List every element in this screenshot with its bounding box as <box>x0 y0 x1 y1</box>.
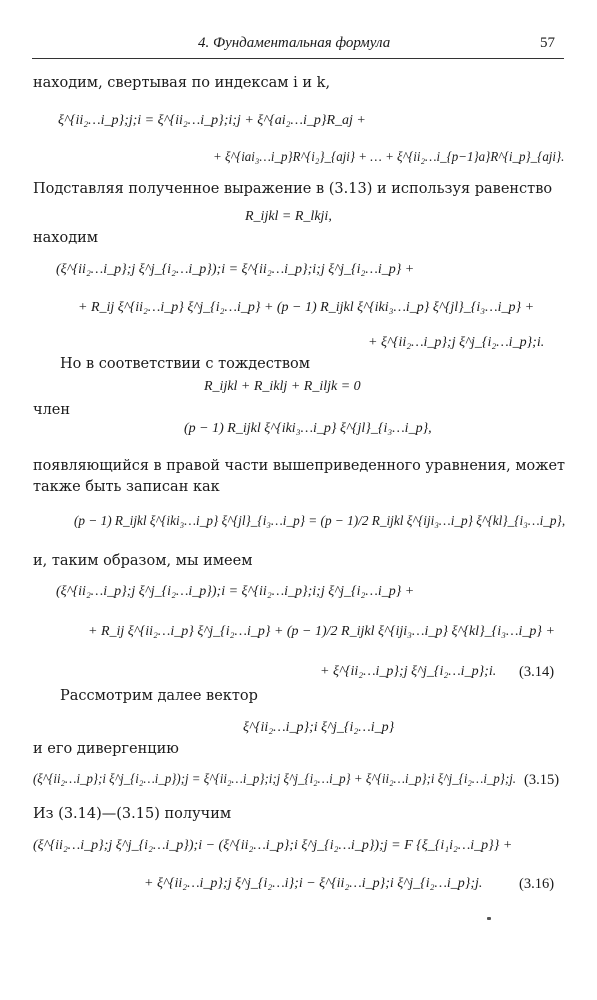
text-line: Но в соответствии с тождеством <box>60 356 311 372</box>
text-line: член <box>33 402 71 418</box>
formula-line: ξ^{ii₂…i_p};j;i = ξ^{ii₂…i_p};i;j + ξ^{ai₂…i_p}R_aj + <box>58 113 366 128</box>
page-number: 57 <box>540 35 555 51</box>
text-line: Из (3.14)—(3.15) получим <box>33 806 232 822</box>
text-line: находим, свертывая по индексам i и k, <box>33 75 331 91</box>
formula-line: (ξ^{ii₂…i_p};j ξ^j_{i₂…i_p});i = ξ^{ii₂…i_p};i;j ξ^j_{i₂…i_p} + <box>56 584 415 599</box>
text-line: находим <box>33 230 99 246</box>
equation-number: (3.14) <box>519 664 555 680</box>
text-line: появляющийся в правой части вышеприведенного уравнения, может <box>33 458 565 474</box>
formula-line: (ξ^{ii₂…i_p};j ξ^j_{i₂…i_p});i = ξ^{ii₂…i_p};i;j ξ^j_{i₂…i_p} + <box>56 262 415 277</box>
formula-line: R_ijkl + R_iklj + R_iljk = 0 <box>204 379 361 394</box>
formula-line: (ξ^{ii₂…i_p};j ξ^j_{i₂…i_p});i − (ξ^{ii₂…i_p};i ξ^j_{i₂…i_p});j = F {ξ_{i₁i₂…i_p}} + <box>33 838 513 853</box>
text-line: Рассмотрим далее вектор <box>60 688 258 704</box>
text-line: и его дивергенцию <box>33 741 179 757</box>
text-line: и, таким образом, мы имеем <box>33 553 253 569</box>
text-line: также быть записан как <box>33 479 220 495</box>
formula-line: ξ^{ii₂…i_p};i ξ^j_{i₂…i_p} <box>243 720 395 735</box>
formula-line: + ξ^{ii₂…i_p};j ξ^j_{i₂…i};i − ξ^{ii₂…i_p};i ξ^j_{i₂…i_p};j. <box>144 876 483 891</box>
formula-line: (p − 1) R_ijkl ξ^{iki₃…i_p} ξ^{jl}_{i₃…i_p} = (p − 1)/2 R_ijkl ξ^{iji₃…i_p} ξ^{kl}_{i₃…i_p}, <box>74 514 566 529</box>
equation-number: (3.16) <box>519 876 555 892</box>
formula-line: + R_ij ξ^{ii₂…i_p} ξ^j_{i₂…i_p} + (p − 1)/2 R_ijkl ξ^{iji₃…i_p} ξ^{kl}_{i₃…i_p} + <box>88 624 555 639</box>
formula-line: + R_ij ξ^{ii₂…i_p} ξ^j_{i₂…i_p} + (p − 1) R_ijkl ξ^{iki₃…i_p} ξ^{jl}_{i₃…i_p} + <box>78 300 535 315</box>
equation-number: (3.15) <box>524 772 560 788</box>
formula-line: R_ijkl = R_lkji, <box>245 209 332 224</box>
formula-line: (p − 1) R_ijkl ξ^{iki₃…i_p} ξ^{jl}_{i₃…i_p}, <box>184 421 432 436</box>
text-line: Подставляя полученное выражение в (3.13) и используя равенство <box>33 181 553 197</box>
header-rule <box>32 58 564 59</box>
formula-line: + ξ^{ii₂…i_p};j ξ^j_{i₂…i_p};i. <box>368 335 545 350</box>
running-head: 4. Фундаментальная формула <box>198 35 391 51</box>
formula-line: + ξ^{ii₂…i_p};j ξ^j_{i₂…i_p};i. <box>320 664 497 679</box>
formula-line: + ξ^{iai₃…i_p}R^{i₂}_{aji} + … + ξ^{ii₂…i_{p−1}a}R^{i_p}_{aji}. <box>213 150 565 165</box>
print-speck <box>487 917 491 920</box>
formula-line: (ξ^{ii₂…i_p};i ξ^j_{i₂…i_p});j = ξ^{ii₂…i_p};i;j ξ^j_{i₂…i_p} + ξ^{ii₂…i_p};i ξ^j_{i₂…i_p};j. <box>33 772 517 787</box>
